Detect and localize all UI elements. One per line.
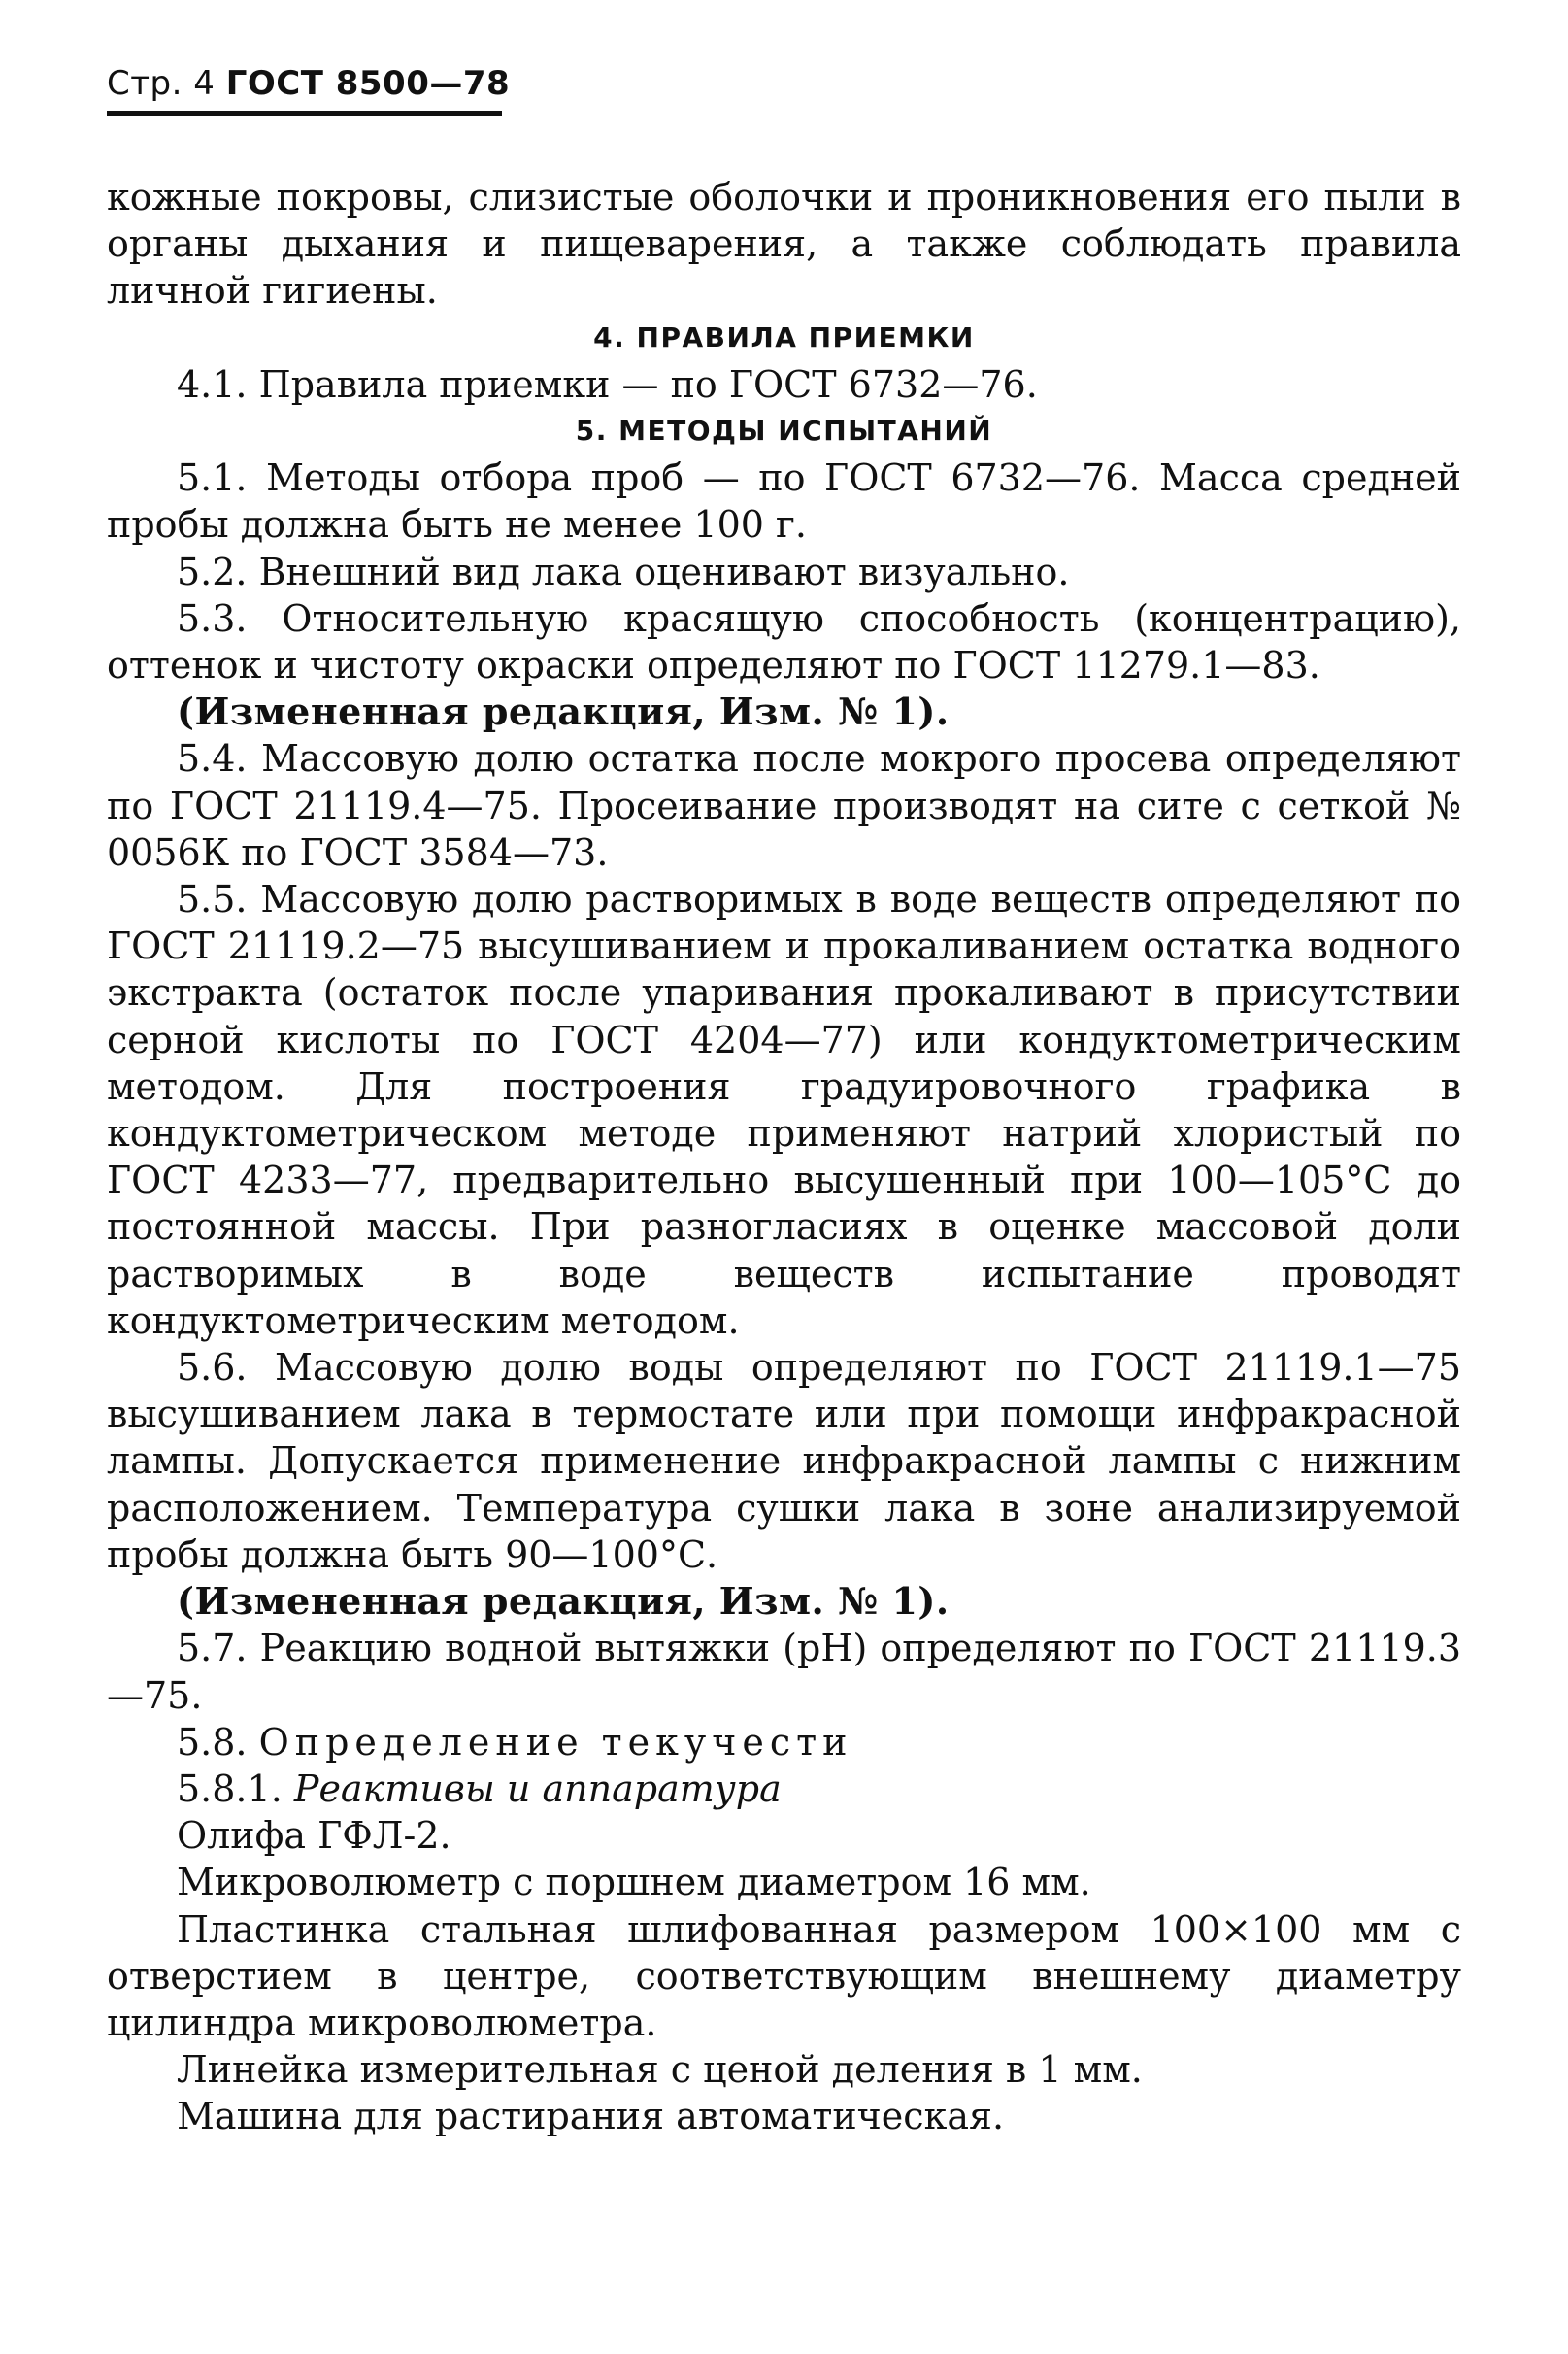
amendment-note: (Измененная редакция, Изм. № 1). <box>177 689 950 734</box>
clause-5-8-number: 5.8. <box>177 1720 248 1764</box>
equipment-item: Пластинка стальная шлифованная размером 100×100 мм с отверстием в центре, соответствующим внешнему диаметру цилиндра микроволюметра. <box>107 1907 1461 2044</box>
equipment-item: Олифа ГФЛ-2. <box>177 1814 451 1858</box>
page-label: Стр. 4 <box>107 64 216 103</box>
equipment-item: Линейка измерительная с ценой деления в 1 мм. <box>177 2048 1143 2092</box>
clause-5-8-1-title: Реактивы и аппаратура <box>293 1766 782 1810</box>
clause-5-5: 5.5. Массовую долю растворимых в воде веществ определяют по ГОСТ 21119.2—75 высушиванием и прокаливанием остатка водного экстракта (остаток после упаривания прокаливают в присутствии серной кислоты по ГОСТ 4204—77) или кондуктометрическим методом. Для построения градуировочного графика в кондуктометрическом методе применяют натрий хлористый по ГОСТ 4233—77, предварительно высушенный при 100—105°С до постоянной массы. При разногласиях в оценке массовой доли растворимых в воде веществ испытание проводят кондуктометрическим методом. <box>107 878 1461 1342</box>
clause-5-2: 5.2. Внешний вид лака оценивают визуально. <box>177 550 1070 593</box>
clause-5-4: 5.4. Массовую долю остатка после мокрого просева определяют по ГОСТ 21119.4—75. Просеивание производят на сите с сеткой № 0056К по ГОСТ 3584—73. <box>107 737 1461 874</box>
clause-5-8-1 <box>107 1766 1461 1812</box>
clause-5-8-title: Определение текучести <box>258 1720 853 1764</box>
amendment-note: (Измененная редакция, Изм. № 1). <box>177 1579 950 1624</box>
body-text <box>107 174 1461 2140</box>
equipment-item: Микроволюметр с поршнем диаметром 16 мм. <box>177 1861 1091 1904</box>
intro-paragraph: кожные покровы, слизистые оболочки и проникновения его пыли в органы дыхания и пищеварения, а также соблюдать правила личной гигиены. <box>107 176 1461 313</box>
equipment-item: Машина для растирания автоматическая. <box>177 2095 1005 2138</box>
running-header <box>107 60 1461 107</box>
header-rule <box>107 111 502 116</box>
clause-5-8-1-number: 5.8.1. <box>177 1766 283 1810</box>
section-5-heading: 5. МЕТОДЫ ИСПЫТАНИЙ <box>575 415 993 448</box>
clause-5-1: 5.1. Методы отбора проб — по ГОСТ 6732—76. Масса средней пробы должна быть не менее 100 г. <box>107 456 1461 547</box>
clause-4-1: 4.1. Правила приемки — по ГОСТ 6732—76. <box>177 362 1038 406</box>
clause-5-7: 5.7. Реакцию водной вытяжки (рН) определяют по ГОСТ 21119.3—75. <box>107 1627 1461 1717</box>
clause-5-8 <box>107 1719 1461 1766</box>
clause-5-6: 5.6. Массовую долю воды определяют по ГОСТ 21119.1—75 высушиванием лака в термостате или при помощи инфракрасной лампы. Допускается применение инфракрасной лампы с нижним расположением. Температура сушки лака в зоне анализируемой пробы должна быть 90—100°С. <box>107 1346 1461 1576</box>
section-4-heading: 4. ПРАВИЛА ПРИЕМКИ <box>593 320 975 353</box>
document-page <box>107 60 1461 2140</box>
standard-number: ГОСТ 8500—78 <box>225 64 511 103</box>
clause-5-3: 5.3. Относительную красящую способность (концентрацию), оттенок и чистоту окраски определяют по ГОСТ 11279.1—83. <box>107 596 1461 688</box>
